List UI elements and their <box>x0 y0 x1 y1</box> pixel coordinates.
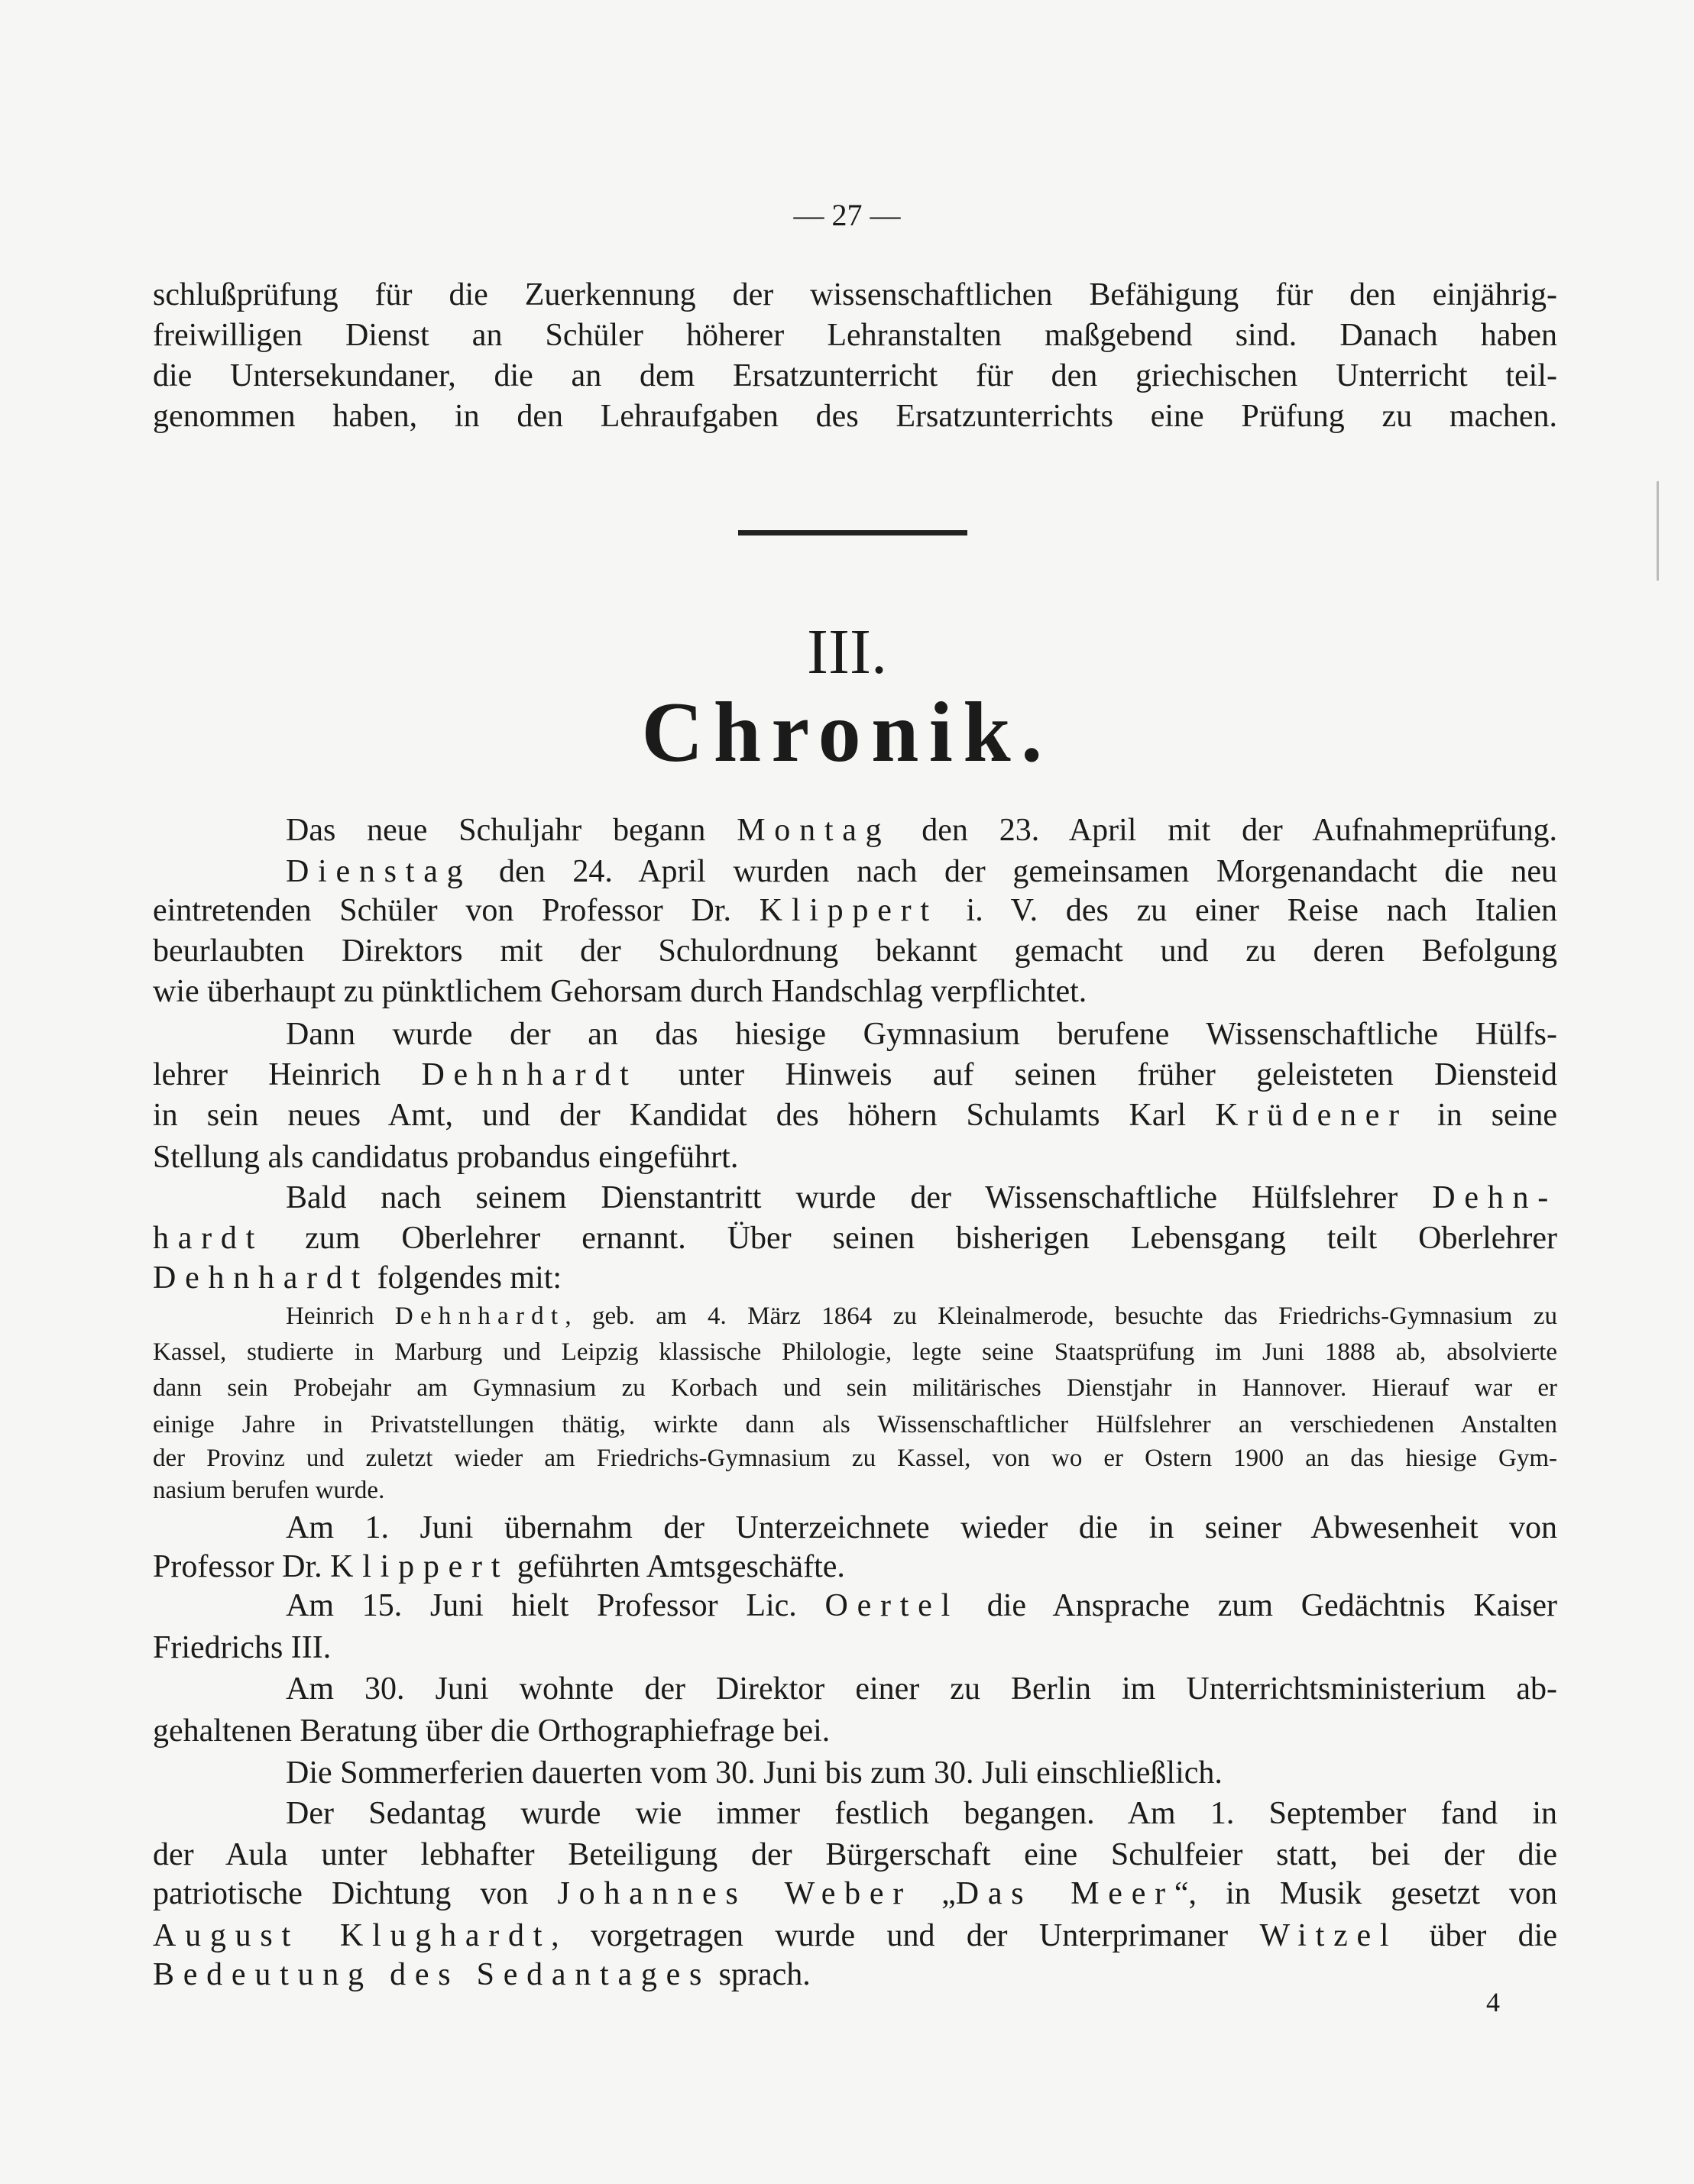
text-run: freiwilligen Dienst an Schüler höherer Lehranstalten maßgebend sind. Danach haben <box>153 318 1557 353</box>
chronik-paragraphs-line <box>286 811 1557 849</box>
text-run: den 23. April mit der Aufnahmeprüfung. <box>890 813 1557 848</box>
chronik-paragraphs-line <box>153 1138 1557 1176</box>
text-run: nasium berufen wurde. <box>153 1477 385 1504</box>
section-divider <box>738 530 967 535</box>
text-run: Friedrichs III. <box>153 1630 332 1665</box>
emphasized-name: Oertel <box>824 1588 960 1623</box>
chronik-events-line <box>153 1956 1557 1994</box>
chronik-events-line <box>153 1548 1557 1586</box>
text-run: beurlaubten Direktors mit der Schulordnung bekannt gemacht und zu deren Befolgung <box>153 933 1557 969</box>
text-run: Das neue Schuljahr begann <box>286 813 737 848</box>
chronik-paragraphs-line <box>153 1259 1557 1297</box>
emphasized-name: Dehnhardt <box>153 1260 370 1296</box>
emphasized-name: Bedeutung des Sedantages <box>153 1957 711 1992</box>
continued-paragraph-line <box>153 397 1557 435</box>
emphasized-name: Klippert <box>759 893 938 928</box>
text-run: Am 30. Juni wohnte der Direktor einer zu Berlin im Unterrichtsministerium ab- <box>286 1671 1557 1707</box>
chronik-events-line <box>153 1629 1557 1667</box>
continued-paragraph-line <box>153 276 1557 314</box>
text-run: die Untersekundaner, die an dem Ersatzunterricht für den griechischen Unterricht teil- <box>153 358 1557 393</box>
text-run: gehaltenen Beratung über die Orthographiefrage bei. <box>153 1713 831 1749</box>
chronik-events-line <box>153 1712 1557 1750</box>
biography-quote-line <box>153 1337 1557 1367</box>
emphasized-name: Witzel <box>1259 1918 1398 1953</box>
chronik-events-line <box>286 1587 1557 1625</box>
text-run: geführten Amtsgeschäfte. <box>509 1549 845 1584</box>
text-run: „ <box>912 1876 956 1911</box>
chronik-events-line <box>286 1754 1557 1792</box>
emphasized-name: Dehnhardt <box>394 1302 565 1330</box>
text-run: Die Sommerferien dauerten vom 30. Juni bis zum 30. Juli einschließlich. <box>286 1755 1223 1791</box>
biography-quote-line <box>153 1409 1557 1440</box>
text-run: Am 15. Juni hielt Professor Lic. <box>286 1588 825 1623</box>
text-run: Der Sedantag wurde wie immer festlich begangen. Am 1. September fand in <box>286 1796 1557 1831</box>
signature-mark: 4 <box>1486 1987 1500 2017</box>
text-run: schlußprüfung für die Zuerkennung der wissenschaftlichen Befähigung für den einjährig- <box>153 277 1557 312</box>
text-run: , vorgetragen wurde und der Unterprimaner <box>551 1918 1260 1953</box>
page-number: — 27 — <box>793 198 901 232</box>
text-run: wie überhaupt zu pünktlichem Gehorsam durch Handschlag verpflichtet. <box>153 974 1087 1009</box>
emphasized-name: Das Meer <box>955 1876 1174 1911</box>
chronik-events-line <box>153 1875 1557 1913</box>
text-run: Kassel, studierte in Marburg und Leipzig klassische Philologie, legte seine Staatsprüfung im Juni 1888 ab, absolvierte <box>153 1338 1557 1366</box>
text-run: die Ansprache zum Gedächtnis Kaiser <box>959 1588 1557 1623</box>
text-run: lehrer Heinrich <box>153 1057 422 1092</box>
text-run: patriotische Dichtung von <box>153 1876 558 1911</box>
continued-paragraph-line <box>153 357 1557 395</box>
text-run: Stellung als candidatus probandus eingeführt. <box>153 1140 739 1175</box>
text-run: eintretenden Schüler von Professor Dr. <box>153 893 760 928</box>
biography-quote-line <box>153 1475 1557 1506</box>
chronik-paragraphs-line <box>153 972 1557 1011</box>
text-run: Dann wurde der an das hiesige Gymnasium berufene Wissenschaftliche Hülfs- <box>286 1017 1557 1052</box>
emphasized-name: Johannes Weber <box>557 1876 913 1911</box>
emphasized-name: Krüdener <box>1215 1098 1408 1133</box>
text-run: Bald nach seinem Dienstantritt wurde der Wissenschaftliche Hülfslehrer <box>286 1180 1433 1215</box>
section-number: III. <box>807 616 887 688</box>
text-run: einige Jahre in Privatstellungen thätig, wirkte dann als Wissenschaftlicher Hülfslehrer an verschiedenen Anstalten <box>153 1411 1557 1438</box>
text-run: i. V. des zu einer Reise nach Italien <box>938 893 1557 928</box>
text-run: , geb. am 4. März 1864 zu Kleinalmerode, besuchte das Friedrichs-Gymnasium zu <box>565 1302 1557 1330</box>
emphasized-name: hardt <box>153 1221 264 1256</box>
chronik-paragraphs-line <box>153 932 1557 970</box>
emphasized-name: August Klughardt <box>153 1918 552 1953</box>
chronik-paragraphs-line <box>286 1179 1557 1217</box>
emphasized-name: Klippert <box>330 1549 510 1584</box>
text-run: über die <box>1398 1918 1557 1953</box>
continued-paragraph-line <box>153 316 1557 354</box>
text-run: genommen haben, in den Lehraufgaben des Ersatzunterrichts eine Prüfung zu machen. <box>153 399 1557 434</box>
text-run: Heinrich <box>286 1302 395 1330</box>
emphasized-name: Dehnhardt <box>421 1057 638 1092</box>
chronik-paragraphs-line <box>153 891 1557 930</box>
text-run: folgendes mit: <box>369 1260 562 1296</box>
text-run: in seine <box>1407 1098 1558 1133</box>
text-run: der Aula unter lebhafter Beteiligung der Bürgerschaft eine Schulfeier statt, bei der die <box>153 1837 1557 1872</box>
scan-mark <box>1657 481 1659 581</box>
text-run: zum Oberlehrer ernannt. Über seinen bisherigen Lebensgang teilt Oberlehrer <box>264 1221 1557 1256</box>
text-run: in sein neues Amt, und der Kandidat des höhern Schulamts Karl <box>153 1098 1216 1133</box>
chronik-events-line <box>153 1836 1557 1874</box>
chronik-paragraphs-line <box>153 1056 1557 1094</box>
chronik-events-line <box>286 1794 1557 1833</box>
chronik-events-line <box>153 1917 1557 1955</box>
text-run: Am 1. Juni übernahm der Unterzeichnete wieder die in seiner Abwesenheit von <box>286 1510 1557 1545</box>
emphasized-name: Dehn- <box>1432 1180 1557 1215</box>
text-run: “, in Musik gesetzt von <box>1174 1876 1557 1911</box>
text-run: Professor Dr. <box>153 1549 331 1584</box>
biography-quote-line <box>153 1443 1557 1474</box>
text-run: unter Hinweis auf seinen früher geleisteten Diensteid <box>637 1057 1557 1092</box>
text-run: dann sein Probejahr am Gymnasium zu Korbach und sein militärisches Dienstjahr in Hannover. Hierauf war er <box>153 1374 1557 1402</box>
text-run: der Provinz und zuletzt wieder am Friedrichs-Gymnasium zu Kassel, von wo er Ostern 1900 an das hiesige Gym- <box>153 1445 1557 1472</box>
biography-quote-line <box>153 1373 1557 1403</box>
emphasized-name: Dienstag <box>286 854 472 889</box>
emphasized-name: Montag <box>737 813 891 848</box>
text-run: sprach. <box>711 1957 811 1992</box>
chronik-events-line <box>286 1670 1557 1708</box>
section-title: Chronik. <box>641 685 1053 780</box>
biography-quote-line <box>286 1301 1557 1331</box>
chronik-paragraphs-line <box>153 1096 1557 1134</box>
text-run: den 24. April wurden nach der gemeinsamen Morgenandacht die neu <box>471 854 1557 889</box>
chronik-paragraphs-line <box>286 853 1557 891</box>
chronik-events-line <box>286 1509 1557 1547</box>
chronik-paragraphs-line <box>153 1219 1557 1257</box>
chronik-paragraphs-line <box>286 1015 1557 1053</box>
